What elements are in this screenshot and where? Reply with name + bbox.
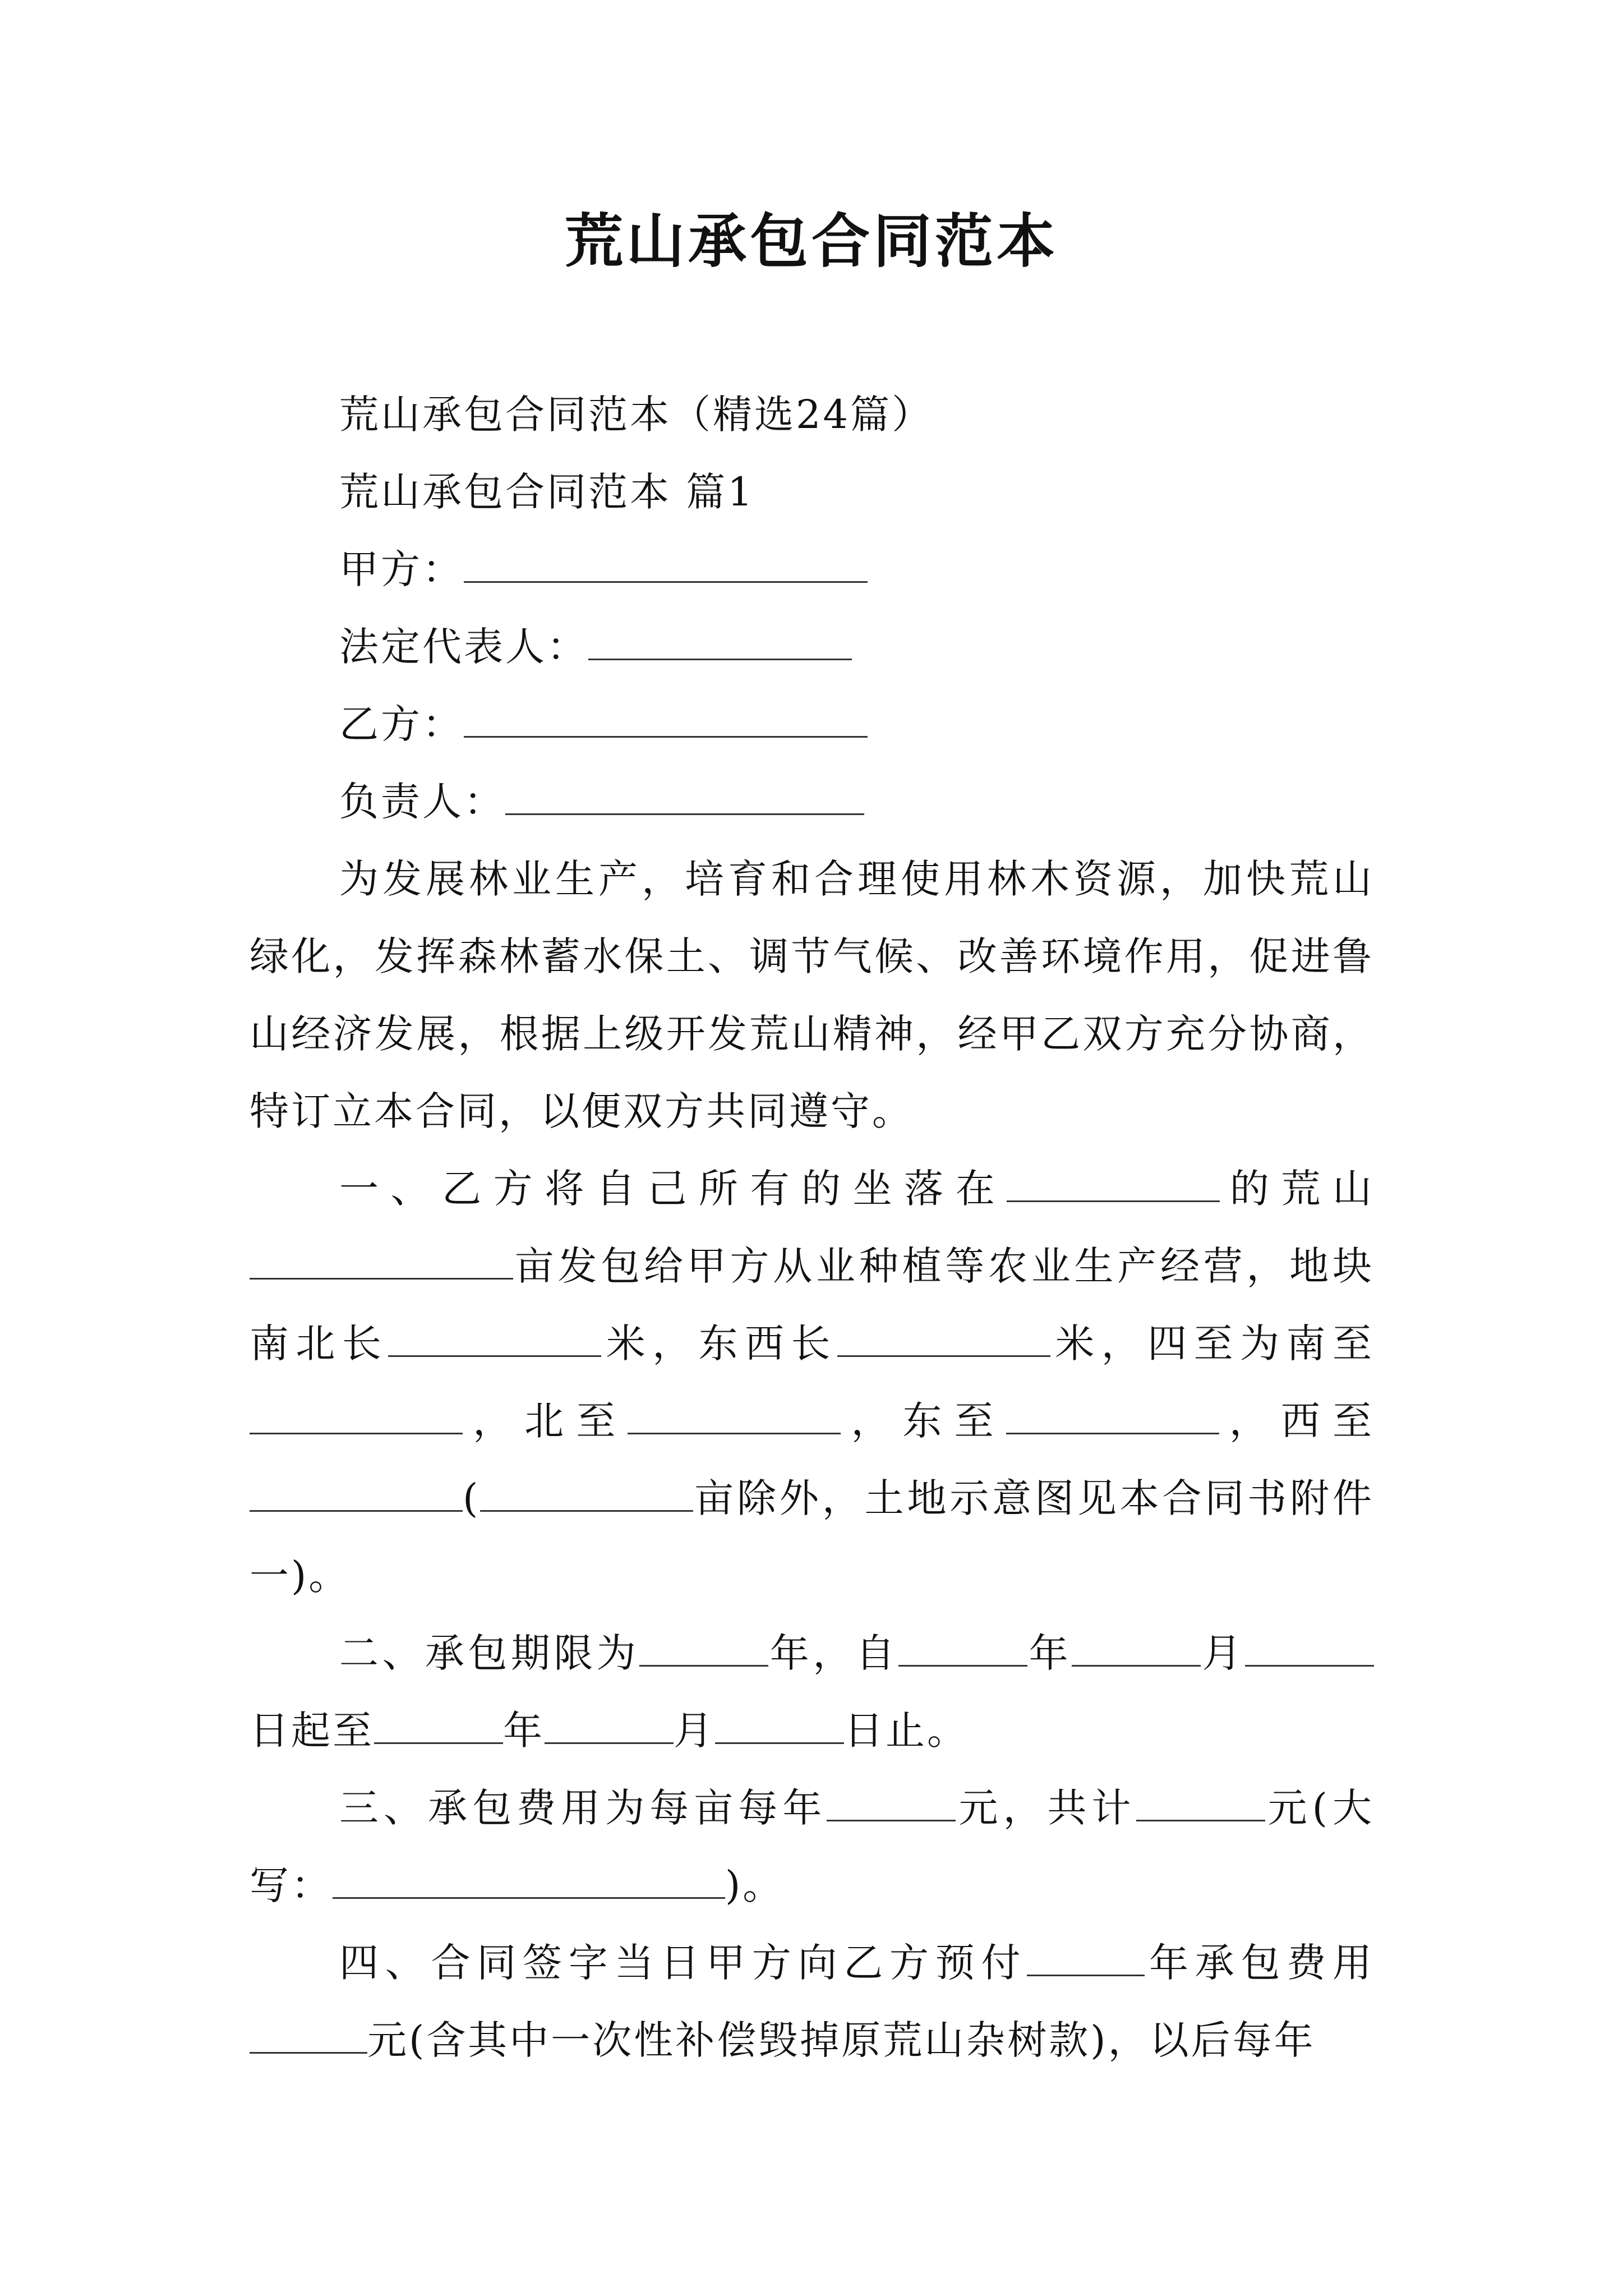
party-b-label: 乙方： (339, 701, 464, 747)
party-a-blank (464, 546, 868, 583)
ns-length-blank (388, 1320, 601, 1357)
party-b-blank (464, 701, 868, 738)
fee-total-blank (1136, 1785, 1265, 1821)
clause-3: 三、承包费用为每亩每年 元，共计 元(大写： )。 (250, 1785, 1375, 1908)
responsible-line (250, 763, 1374, 840)
east-boundary-blank (1006, 1398, 1219, 1434)
subtitle: 荒山承包合同范本（精选24篇） (339, 392, 934, 438)
document-title: 荒山承包合同范本 (564, 206, 1058, 275)
prepay-amount-blank (250, 2017, 367, 2054)
legal-rep-label: 法定代表人： (339, 624, 588, 670)
party-b-line (250, 685, 1374, 763)
excluded-area-blank (480, 1475, 693, 1512)
document-body (250, 376, 1374, 2079)
legal-rep-line (250, 608, 1374, 685)
start-day-blank (1245, 1630, 1374, 1667)
end-day-blank (715, 1708, 844, 1744)
legal-rep-blank (588, 624, 852, 660)
ew-length-blank (837, 1320, 1050, 1357)
fee-per-mu-blank (827, 1785, 956, 1821)
intro-paragraph: 为发展林业生产，培育和合理使用林木资源，加快荒山绿化，发挥森林蓄水保土、调节气候、改善环境作用，促进鲁山经济发展，根据上级开发荒山精神，经甲乙双方充分协商，特订立本合同，以便双方共同遵守。 (250, 856, 1374, 1134)
responsible-blank (505, 779, 864, 815)
start-year-blank (898, 1630, 1027, 1667)
fee-uppercase-blank (333, 1862, 725, 1899)
term-years-blank (639, 1630, 768, 1667)
clause-2: 二、承包期限为 年，自 年 月日起至 年 月 日止。 (250, 1614, 1374, 1769)
party-a-label: 甲方： (339, 546, 464, 592)
prepay-years-blank (1027, 1940, 1145, 1976)
west-boundary-blank (250, 1475, 463, 1512)
south-boundary-blank (250, 1398, 463, 1434)
end-year-blank (374, 1708, 503, 1744)
north-boundary-blank (628, 1398, 841, 1434)
clause-4: 四、合同签字当日甲方向乙方预付 年承包费用元(含其中一次性补偿毁掉原荒山杂树款)，以后每年 (250, 1924, 1374, 2079)
responsible-label: 负责人： (339, 779, 505, 825)
end-month-blank (545, 1708, 674, 1744)
clause-1: 一、乙方将自己所有的坐落在 的荒山亩发包给甲方从业种植等农业生产经营，地块南北长 米，东西长 米，四至为南至，北至 ，东至 ，西至( 亩除外，土地示意图见本合同书附件一)。 (250, 1166, 1375, 1599)
start-month-blank (1072, 1630, 1201, 1667)
location-blank (1007, 1166, 1220, 1202)
area-blank (250, 1243, 513, 1280)
section-heading: 荒山承包合同范本 篇1 (339, 469, 755, 515)
party-a-line (250, 531, 1374, 608)
